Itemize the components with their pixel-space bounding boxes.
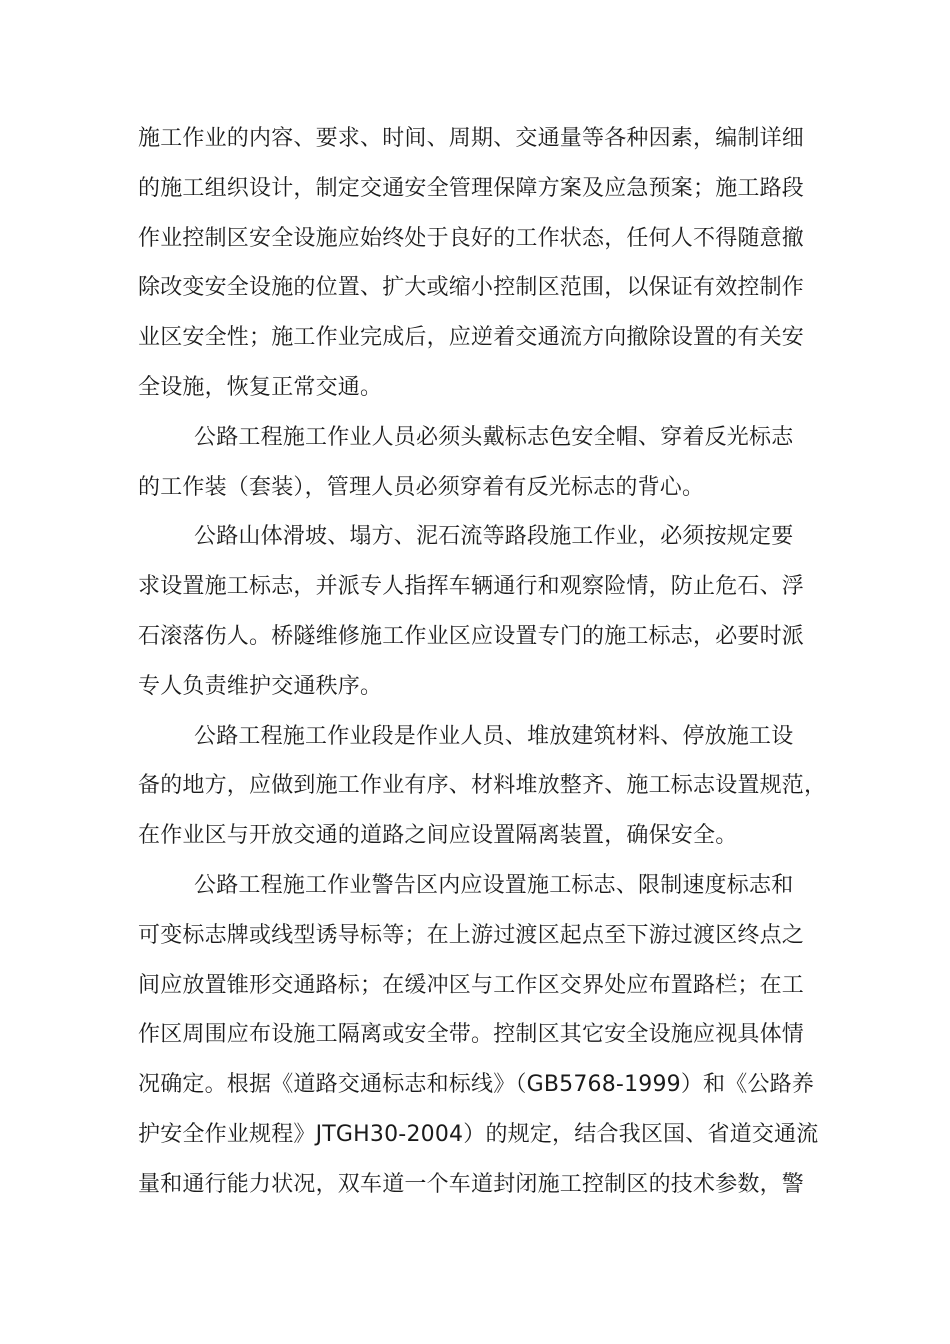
text-line: 可变标志牌或线型诱导标等；在上游过渡区起点至下游过渡区终点之 <box>138 922 805 948</box>
text-line: 求设置施工标志，并派专人指挥车辆通行和观察险情，防止危石、浮 <box>138 574 805 600</box>
text-line: 况确定。根据《道路交通标志和标线》（GB5768-1999）和《公路养 <box>138 1072 815 1098</box>
text-line: 施工作业的内容、要求、时间、周期、交通量等各种因素，编制详细 <box>138 126 805 151</box>
text-line: 专人负责维护交通秩序。 <box>138 673 383 699</box>
paragraph-start-line: 公路山体滑坡、塌方、泥石流等路段施工作业，必须按规定要 <box>194 524 794 550</box>
text-line: 作业控制区安全设施应始终处于良好的工作状态，任何人不得随意撤 <box>138 225 805 251</box>
paragraph-start-line: 公路工程施工作业警告区内应设置施工标志、限制速度标志和 <box>194 872 794 898</box>
text-line: 备的地方，应做到施工作业有序、材料堆放整齐、施工标志设置规范， <box>138 773 827 799</box>
text-line: 护安全作业规程》JTGH30-2004）的规定，结合我区国、省道交通流 <box>138 1121 819 1147</box>
text-line: 量和通行能力状况，双车道一个车道封闭施工控制区的技术参数，警 <box>138 1171 805 1197</box>
text-line: 作区周围应布设施工隔离或安全带。控制区其它安全设施应视具体情 <box>138 1022 805 1048</box>
text-line: 在作业区与开放交通的道路之间应设置隔离装置，确保安全。 <box>138 823 738 849</box>
text-line: 业区安全性；施工作业完成后，应逆着交通流方向撤除设置的有关安 <box>138 325 805 351</box>
text-line: 石滚落伤人。桥隧维修施工作业区应设置专门的施工标志，必要时派 <box>138 623 805 649</box>
body-text <box>138 114 838 1210</box>
text-line: 除改变安全设施的位置、扩大或缩小控制区范围，以保证有效控制作 <box>138 275 805 301</box>
text-line: 间应放置锥形交通路标；在缓冲区与工作区交界处应布置路栏；在工 <box>138 972 805 998</box>
text-line: 全设施，恢复正常交通。 <box>138 374 383 400</box>
paragraph-start-line: 公路工程施工作业人员必须头戴标志色安全帽、穿着反光标志 <box>194 424 794 450</box>
text-line: 的工作装（套装），管理人员必须穿着有反光标志的背心。 <box>138 474 705 500</box>
text-line: 的施工组织设计，制定交通安全管理保障方案及应急预案；施工路段 <box>138 175 805 201</box>
paragraph-start-line: 公路工程施工作业段是作业人员、堆放建筑材料、停放施工设 <box>194 723 794 749</box>
